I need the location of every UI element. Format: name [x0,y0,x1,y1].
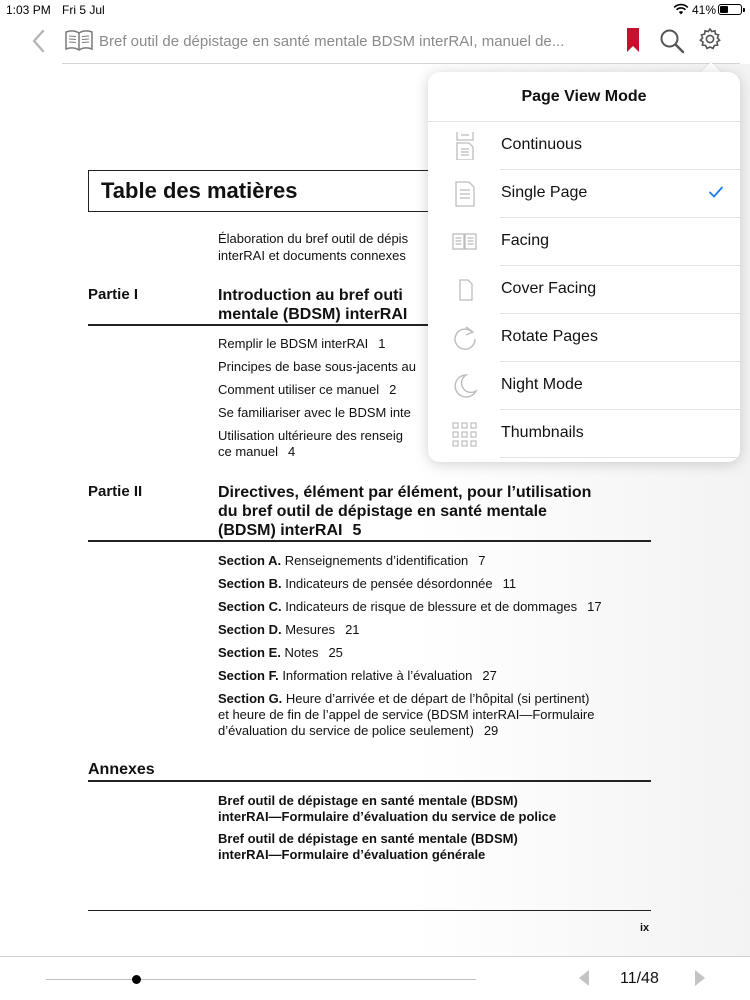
facing-pages-icon [450,228,480,256]
page-slider-thumb[interactable] [132,975,141,984]
section-label: Section F. [218,668,279,683]
toc-entry[interactable] [218,723,498,739]
part-2-title-page: 5 [352,522,362,539]
mode-separator [500,457,740,458]
toc-entry-text: ce manuel [218,444,278,459]
toc-entry[interactable] [218,645,343,661]
mode-facing[interactable] [428,218,740,266]
section-label: Section G. [218,691,283,706]
toc-entry-text: Remplir le BDSM interRAI [218,336,369,351]
battery-level [720,6,728,13]
part-1-title[interactable]: Introduction au bref outi mentale (BDSM) interRAI [218,287,408,323]
toc-entry-page: 11 [502,576,517,591]
part-2-title-line: Directives, élément par élément, pour l’utilisation [218,484,592,501]
toc-entry-text: Se familiariser avec le BDSM inte [218,405,411,420]
toc-entry[interactable] [218,336,386,352]
battery-percent: 41% [692,3,717,17]
mode-label: Facing [501,232,550,249]
section-label: Section A. [218,553,282,568]
continuous-pages-icon [452,132,478,160]
toc-entry-page: 21 [345,622,360,637]
section-label: Section E. [218,645,281,660]
mode-label: Night Mode [501,376,583,393]
toc-entry-page: 7 [478,553,486,568]
mode-label: Thumbnails [501,424,584,441]
part-2-title-line [218,521,591,540]
toc-entry-text: Utilisation ultérieure des renseig [218,428,403,443]
part-2-title[interactable] [218,483,591,540]
section-label: Section B. [218,576,282,591]
mode-night-mode[interactable] [428,362,740,410]
popover-title: Page View Mode [521,88,647,105]
toc-entry[interactable] [218,576,516,592]
toc-entry-page: 1 [378,336,386,351]
cover-facing-icon [452,276,478,304]
toc-intro-entry[interactable]: Élaboration du bref outil de dépis interRAI et documents connexes [218,231,409,263]
chevron-left-icon[interactable] [28,28,50,54]
mode-cover-facing[interactable] [428,266,740,314]
bottom-toolbar [0,956,750,1000]
toc-entry[interactable] [218,668,497,684]
toc-entry-text: d’évaluation du service de police seulement) [218,723,474,738]
mode-single-page[interactable] [428,170,740,218]
part-1-label: Partie I [88,286,139,303]
page-view-mode-popover [428,72,740,462]
toc-entry[interactable] [218,405,411,421]
document-title: Bref outil de dépistage en santé mentale BDSM interRAI, manuel de... [99,33,565,50]
part-2-title-line: du bref outil de dépistage en santé mentale [218,503,547,520]
rotate-icon [452,324,478,352]
toc-entry-text: et heure de fin de l’appel de service (BDSM interRAI—Formulaire [218,707,595,722]
toc-entry-page: 2 [389,382,397,397]
annex-entry-line: Bref outil de dépistage en santé mentale (BDSM) [218,793,518,808]
toc-entry-text: Renseignements d’identification [284,553,469,568]
annex-entry-line: interRAI—Formulaire d’évaluation du service de police [218,809,557,824]
toc-heading: Table des matières [101,178,298,203]
annex-entry[interactable] [218,793,556,825]
mode-label: Continuous [501,136,582,153]
prev-page-icon[interactable] [577,969,591,987]
annexes-label: Annexes [88,761,155,778]
toc-entry-text: Indicateurs de pensée désordonnée [285,576,493,591]
moon-icon [452,372,478,400]
annex-entry[interactable] [218,831,518,863]
toc-entry[interactable] [218,382,396,398]
section-label: Section C. [218,599,282,614]
mode-label: Single Page [501,184,588,201]
toc-entry-text: Information relative à l’évaluation [282,668,473,683]
toc-entry-text: Notes [284,645,319,660]
battery-icon [718,4,742,15]
gear-icon[interactable] [698,27,722,51]
wifi-icon [673,3,689,15]
page-indicator: 11/48 [620,970,659,987]
toc-entry[interactable] [218,599,602,615]
bookmark-icon[interactable] [626,28,640,52]
part-2-title-text: (BDSM) interRAI [218,522,343,539]
toc-entry-page: 29 [483,723,499,738]
page-slider-track[interactable] [46,979,476,980]
annex-entry-line: interRAI—Formulaire d’évaluation générale [218,847,486,862]
page-folio: ix [640,922,650,934]
toc-entry-text: Mesures [285,622,336,637]
mode-continuous[interactable] [428,122,740,170]
toc-entry-text: Indicateurs de risque de blessure et de dommages [285,599,578,614]
toc-entry[interactable] [218,553,486,569]
section-label: Section D. [218,622,282,637]
status-bar [0,0,750,20]
next-page-icon[interactable] [693,969,707,987]
annex-entry-line: Bref outil de dépistage en santé mentale (BDSM) [218,831,518,846]
toc-entry[interactable] [218,428,403,444]
toc-entry-text: Comment utiliser ce manuel [218,382,380,397]
toc-entry-text: Heure d’arrivée et de départ de l’hôpital (si pertinent) [285,691,590,706]
status-date: Fri 5 Jul [62,3,105,17]
mode-rotate-pages[interactable] [428,314,740,362]
toc-entry[interactable] [218,707,594,723]
thumbnails-grid-icon [452,420,478,448]
annexes-rule [88,780,651,782]
toc-entry-text: Principes de base sous-jacents au [218,359,417,374]
footer-rule [88,910,651,911]
status-time: 1:03 PM [6,3,51,17]
toc-entry-page: 27 [482,668,497,683]
toc-entry[interactable] [218,359,416,375]
toc-heading-box [88,170,458,212]
single-page-icon [452,180,478,208]
toc-entry-page: 25 [328,645,343,660]
toc-entry-page: 4 [287,444,296,459]
book-open-icon[interactable] [64,29,94,51]
toc-entry[interactable] [218,444,295,460]
search-icon[interactable] [659,28,685,54]
mode-label: Rotate Pages [501,328,598,345]
navigation-bar [0,20,750,64]
toc-entry-page: 17 [587,599,602,614]
checkmark-icon [708,185,724,199]
mode-thumbnails[interactable] [428,410,740,458]
part-2-rule [88,540,651,542]
part-2-label: Partie II [88,483,143,500]
toc-entry[interactable] [218,691,589,707]
mode-label: Cover Facing [501,280,597,297]
toc-entry[interactable] [218,622,360,638]
